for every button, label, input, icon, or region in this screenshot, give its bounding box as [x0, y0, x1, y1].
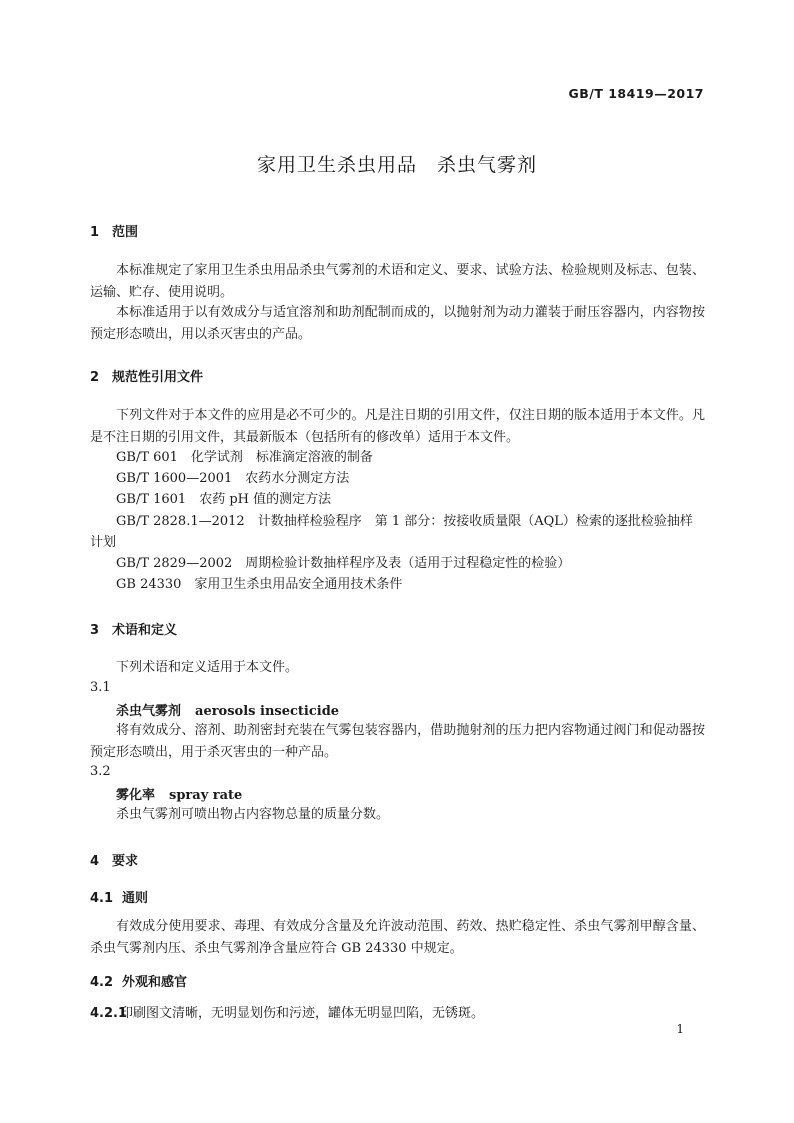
reference-item: GB 24330 家用卫生杀虫用品安全通用技术条件: [116, 577, 403, 592]
section-3-paragraph-1: 下列术语和定义适用于本文件。: [116, 660, 299, 675]
term-entry: [116, 784, 242, 803]
reference-item-continuation: 计划: [90, 535, 117, 550]
section-2-heading: [90, 366, 203, 385]
clause-text: 印刷图文清晰，无明显划伤和污迹，罐体无明显凹陷，无锈斑。: [120, 1006, 485, 1021]
reference-item: GB/T 2829—2002 周期检验计数抽样程序及表（适用于过程稳定性的检验）: [116, 556, 571, 571]
reference-item: GB/T 1600—2001 农药水分测定方法: [116, 471, 350, 486]
section-3-heading: [90, 619, 177, 638]
subsection-title: 外观和感官: [122, 975, 188, 990]
section-number: 2: [90, 370, 100, 385]
section-title: 术语和定义: [112, 623, 178, 638]
standard-number: GB/T 18419—2017: [568, 86, 704, 101]
term-english: spray rate: [169, 788, 243, 803]
term-number: 3.2: [90, 764, 111, 779]
term-chinese: 杀虫气雾剂: [116, 704, 182, 719]
section-number: 1: [90, 225, 100, 240]
term-number: 3.1: [90, 680, 111, 695]
section-title: 规范性引用文件: [112, 370, 204, 385]
page-number: 1: [676, 1022, 684, 1036]
section-4-heading: [90, 850, 138, 869]
section-number: 3: [90, 623, 100, 638]
clause-4-2-1: [90, 1002, 484, 1021]
section-number: 4: [90, 854, 100, 869]
term-definition: 将有效成分、溶剂、助剂密封充装在气雾包装容器内，借助抛射剂的压力把内容物通过阀门和促动器按预定形态喷出，用于杀灭害虫的一种产品。: [90, 723, 705, 760]
term-chinese: 雾化率: [116, 788, 156, 803]
subsection-4-1-paragraph: 有效成分使用要求、毒理、有效成分含量及允许波动范围、药效、热贮稳定性、杀虫气雾剂甲醇含量、杀虫气雾剂内压、杀虫气雾剂净含量应符合 GB 24330 中规定。: [90, 919, 705, 956]
term-entry: [116, 700, 339, 719]
section-title: 范围: [112, 225, 139, 240]
subsection-number: 4.2: [90, 975, 114, 990]
reference-item: GB/T 601 化学试剂 标准滴定溶液的制备: [116, 450, 373, 465]
section-title: 要求: [112, 854, 139, 869]
subsection-number: 4.1: [90, 891, 114, 906]
reference-item: GB/T 1601 农药 pH 值的测定方法: [116, 492, 332, 507]
document-title: 家用卫生杀虫用品 杀虫气雾剂: [256, 154, 537, 176]
section-1-paragraph-1: 本标准规定了家用卫生杀虫用品杀虫气雾剂的术语和定义、要求、试验方法、检验规则及标志、包装、运输、贮存、使用说明。: [90, 263, 705, 300]
subsection-4-1-heading: [90, 887, 148, 906]
subsection-title: 通则: [122, 891, 149, 906]
section-1-paragraph-2: 本标准适用于以有效成分与适宜溶剂和助剂配制而成的，以抛射剂为动力灌装于耐压容器内，内容物按预定形态喷出，用以杀灭害虫的产品。: [90, 305, 705, 342]
subsection-4-2-heading: [90, 971, 187, 990]
reference-item: GB/T 2828.1—2012 计数抽样检验程序 第 1 部分：按接收质量限（AQL）检索的逐批检验抽样: [116, 514, 693, 529]
term-english: aerosols insecticide: [195, 704, 340, 719]
section-2-paragraph-1: 下列文件对于本文件的应用是必不可少的。凡是注日期的引用文件，仅注日期的版本适用于本文件。凡是不注日期的引用文件，其最新版本（包括所有的修改单）适用于本文件。: [90, 408, 705, 445]
section-1-heading: [90, 221, 138, 240]
clause-number: 4.2.1: [90, 1006, 128, 1021]
term-definition: 杀虫气雾剂可喷出物占内容物总量的质量分数。: [116, 807, 390, 822]
